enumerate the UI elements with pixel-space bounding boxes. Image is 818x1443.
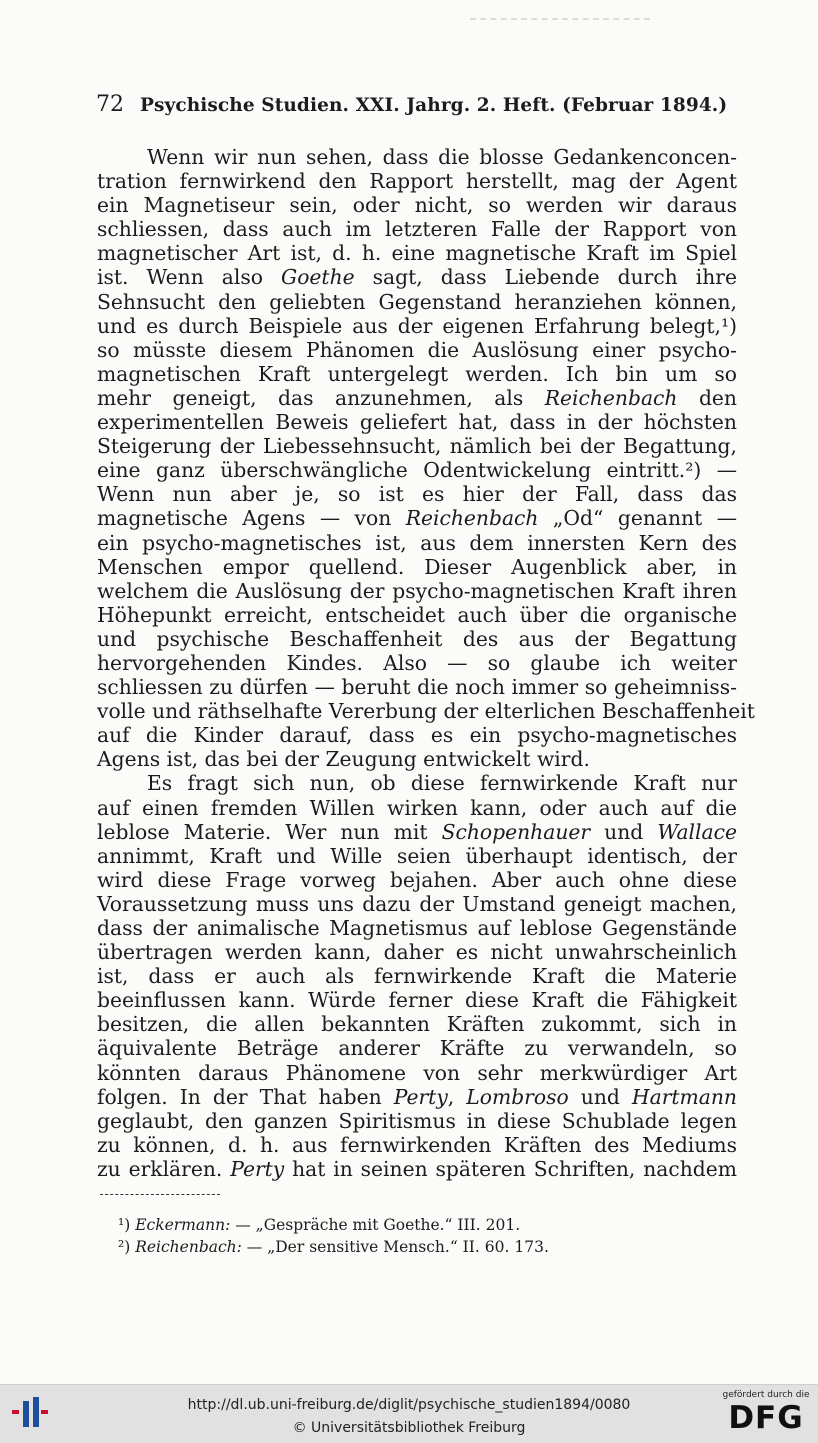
dfg-logo-text: DFG (728, 1400, 804, 1436)
text-line: könnten daraus Phänomene von sehr merkwürdiger Art (97, 1060, 737, 1085)
footnote-1 (118, 1214, 738, 1236)
running-head: Psychische Studien. XXI. Jahrg. 2. Heft. (Februar 1894.) (140, 95, 728, 116)
text-line: so müsste diesem Phänomen die Auslösung einer psycho- (97, 337, 737, 362)
text-line: hervorgehenden Kindes. Also — so glaube ich weiter (97, 650, 737, 675)
page-header (96, 92, 736, 117)
text-line: schliessen zu dürfen — beruht die noch immer so geheimniss- (97, 675, 737, 700)
footnote-author: Reichenbach: (135, 1238, 242, 1256)
text-line: Wenn nun aber je, so ist es hier der Fall, dass das (97, 482, 737, 507)
text-line: auf einen fremden Willen wirken kann, oder auch auf die (97, 795, 737, 820)
text-line: magnetische Agens — von Reichenbach „Od“ genannt — (97, 506, 737, 531)
text-line: Steigerung der Liebessehnsucht, nämlich bei der Begattung, (97, 434, 737, 459)
text-line: experimentellen Beweis geliefert hat, dass in der höchsten (97, 410, 737, 435)
text-line: Voraussetzung muss uns dazu der Umstand geneigt machen, (97, 891, 737, 916)
text-line: annimmt, Kraft und Wille seien überhaupt identisch, der (97, 843, 737, 868)
dfg-logo[interactable] (718, 1390, 814, 1440)
text-line: besitzen, die allen bekannten Kräften zukommt, sich in (97, 1012, 737, 1037)
dfg-caption: gefördert durch die (722, 1390, 810, 1400)
text-line: Agens ist, das bei der Zeugung entwickelt wird. (97, 747, 590, 772)
copyright-text: © Universitätsbibliothek Freiburg (292, 1420, 526, 1436)
text-line: und psychische Beschaffenheit des aus der Begattung (97, 626, 737, 651)
text-line: Menschen empor quellend. Dieser Augenblick aber, in (97, 554, 737, 579)
text-line: ein Magnetiseur sein, oder nicht, so werden wir daraus (97, 193, 737, 218)
scan-edge-marks (470, 10, 650, 20)
text-line: volle und räthselhafte Vererbung der elterlichen Beschaffenheit (97, 699, 755, 724)
text-line: beeinflussen kann. Würde ferner diese Kraft die Fähigkeit (97, 988, 737, 1013)
text-line: auf die Kinder darauf, dass es ein psycho-magnetisches (97, 723, 737, 748)
footnote-author: Eckermann: (135, 1216, 231, 1234)
footnote-mark: ²) (118, 1238, 131, 1256)
text-line: dass der animalische Magnetismus auf leblose Gegenstände (97, 916, 737, 940)
footnote-text: — „Gespräche mit Goethe.“ III. 201. (230, 1216, 521, 1234)
text-line: folgen. In der That haben Perty, Lombroso und Hartmann (97, 1084, 737, 1109)
footnote-mark: ¹) (118, 1216, 131, 1234)
text-line: magnetischen Kraft untergelegt werden. Ich bin um so (97, 361, 737, 386)
footnotes (118, 1214, 738, 1258)
body-text (97, 145, 755, 1181)
footnote-rule (100, 1194, 220, 1195)
text-line: zu können, d. h. aus fernwirkenden Kräften des Mediums (97, 1132, 737, 1157)
text-line: geglaubt, den ganzen Spiritismus in diese Schublade legen (97, 1108, 737, 1133)
footnote-2 (118, 1236, 738, 1258)
viewer-footer-bar (0, 1384, 818, 1443)
text-line: tration fernwirkend den Rapport herstellt, mag der Agent (97, 169, 737, 194)
source-url-link[interactable]: http://dl.ub.uni-freiburg.de/diglit/psychische_studien1894/0080 (187, 1397, 631, 1413)
text-line: wird diese Frage vorweg bejahen. Aber auch ohne diese (97, 867, 737, 892)
text-line: und es durch Beispiele aus der eigenen Erfahrung belegt,¹) (97, 313, 737, 338)
page-number: 72 (96, 92, 124, 117)
text-line: ist, dass er auch als fernwirkende Kraft die Materie (97, 964, 737, 989)
text-line: übertragen werden kann, daher es nicht unwahrscheinlich (97, 940, 737, 965)
text-line: zu erklären. Perty hat in seinen späteren Schriften, nachdem (97, 1156, 737, 1181)
text-line: eine ganz überschwängliche Odentwickelung eintritt.²) — (97, 458, 737, 483)
text-line: Höhepunkt erreicht, entscheidet auch über die organische (97, 602, 737, 627)
footnote-text: — „Der sensitive Mensch.“ II. 60. 173. (241, 1238, 549, 1256)
text-line: schliessen, dass auch im letzteren Falle der Rapport von (97, 217, 737, 242)
text-line: äquivalente Beträge anderer Kräfte zu verwandeln, so (97, 1036, 737, 1061)
text-line: leblose Materie. Wer nun mit Schopenhauer und Wallace (97, 819, 737, 844)
text-line: magnetischer Art ist, d. h. eine magnetische Kraft im Spiel (97, 241, 737, 266)
text-line: Es fragt sich nun, ob diese fernwirkende Kraft nur (147, 771, 737, 796)
text-line: Sehnsucht den geliebten Gegenstand heranziehen können, (97, 289, 737, 314)
text-line: welchem die Auslösung der psycho-magnetischen Kraft ihren (97, 578, 737, 603)
text-line: ist. Wenn also Goethe sagt, dass Liebende durch ihre (97, 265, 737, 290)
text-line: ein psycho-magnetisches ist, aus dem innersten Kern des (97, 530, 737, 555)
text-line: mehr geneigt, das anzunehmen, als Reichenbach den (97, 385, 737, 410)
text-line: Wenn wir nun sehen, dass die blosse Gedankenconcen- (147, 145, 737, 169)
